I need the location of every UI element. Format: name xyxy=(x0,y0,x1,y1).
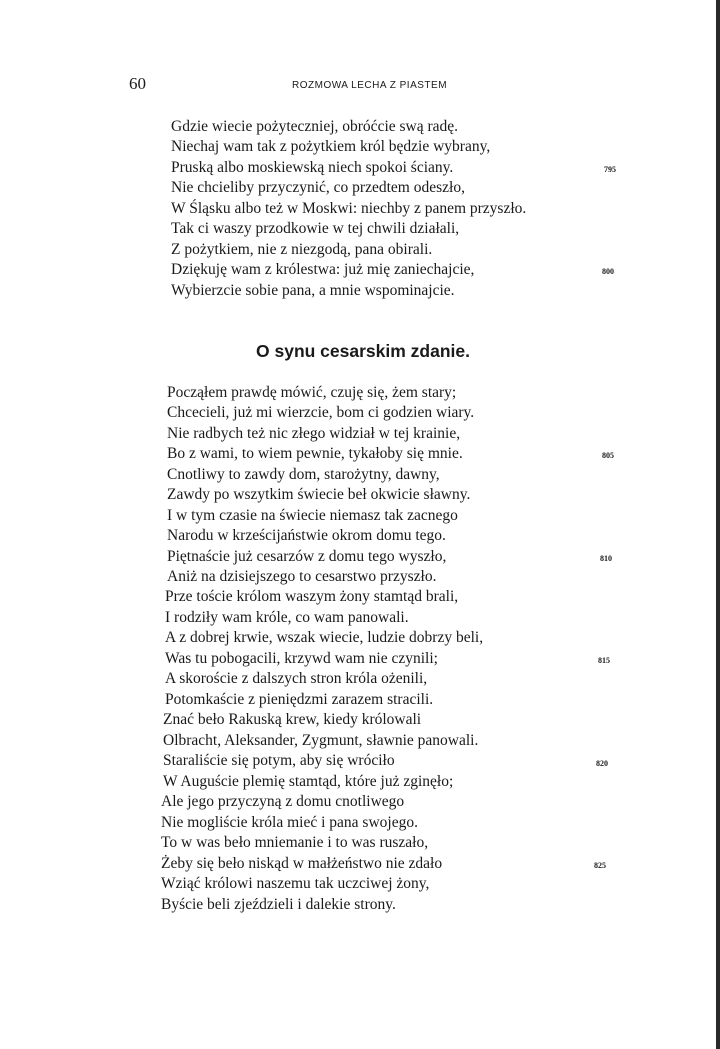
verse-line: Tak ci waszy przodkowie w tej chwili działali, xyxy=(171,220,460,237)
line-number: 825 xyxy=(594,861,606,870)
verse-line: Żeby się beło niskąd w małżeństwo nie zdało xyxy=(161,855,443,872)
verse-line: Ale jego przyczyną z domu cnotliwego xyxy=(161,793,405,810)
verse-line: Z pożytkiem, nie z niezgodą, pana obirali. xyxy=(171,241,433,258)
verse-line: Pruską albo moskiewską niech spokoi ściany. xyxy=(171,159,454,176)
verse-line: Niechaj wam tak z pożytkiem król będzie wybrany, xyxy=(171,138,491,155)
verse-line: Was tu pobogacili, krzywd wam nie czynili; xyxy=(165,650,438,667)
verse-line: Byście beli zjeździeli i dalekie strony. xyxy=(161,896,396,913)
verse-line: W Śląsku albo też w Moskwi: niechby z panem przyszło. xyxy=(171,200,527,217)
line-number: 810 xyxy=(600,554,612,563)
verse-line: Narodu w krześcijaństwie okrom domu tego. xyxy=(167,527,446,544)
verse-line: Potomkaście z pieniędzmi zarazem stracili. xyxy=(165,691,434,708)
verse-line: Nie mogliście króla mieć i pana swojego. xyxy=(161,814,418,831)
verse-line: Bo z wami, to wiem pewnie, tykałoby się mnie. xyxy=(167,445,463,462)
page-edge-shadow xyxy=(716,0,720,1049)
verse-line: Nie chcieliby przyczynić, co przedtem odeszło, xyxy=(171,179,465,196)
verse-line: A z dobrej krwie, wszak wiecie, ludzie dobrzy beli, xyxy=(165,629,484,646)
verse-line: Wybierzcie sobie pana, a mnie wspominajcie. xyxy=(171,282,455,299)
verse-line: Zawdy po wszytkim świecie beł okwicie sławny. xyxy=(167,486,471,503)
line-number: 805 xyxy=(602,451,614,460)
running-title: ROZMOWA LECHA Z PIASTEM xyxy=(292,80,448,91)
verse-line: Wziąć królowi naszemu tak uczciwej żony, xyxy=(161,875,430,892)
section-title: O synu cesarskim zdanie. xyxy=(256,341,470,361)
verse-line: Olbracht, Aleksander, Zygmunt, sławnie panowali. xyxy=(163,732,479,749)
verse-line: A skoroście z dalszych stron króla ożenili, xyxy=(165,670,428,687)
line-number: 800 xyxy=(602,267,614,276)
line-number: 820 xyxy=(596,759,608,768)
verse-line: To w was beło mniemanie i to was ruszało, xyxy=(161,834,429,851)
verse-line: Aniż na dzisiejszego to cesarstwo przyszło. xyxy=(167,568,437,585)
verse-line: W Auguście plemię stamtąd, które już zginęło; xyxy=(163,773,454,790)
verse-line: Nie radbych też nic złego widział w tej krainie, xyxy=(167,425,461,442)
verse-line: Chcecieli, już mi wierzcie, bom ci godzien wiary. xyxy=(167,404,475,421)
verse-line: Gdzie wiecie pożyteczniej, obróćcie swą radę. xyxy=(171,118,459,135)
verse-line: Znać beło Rakuską krew, kiedy królowali xyxy=(163,711,422,728)
line-number: 795 xyxy=(604,165,616,174)
verse-line: Staraliście się potym, aby się wróciło xyxy=(163,752,395,769)
verse-line: Dziękuję wam z królestwa: już mię zaniechajcie, xyxy=(171,261,475,278)
verse-line: Począłem prawdę mówić, czuję się, żem stary; xyxy=(167,384,457,401)
verse-line: Cnotliwy to zawdy dom, starożytny, dawny, xyxy=(167,466,440,483)
verse-line: Prze toście królom waszym żony stamtąd brali, xyxy=(165,588,459,605)
line-number: 815 xyxy=(598,656,610,665)
verse-line: I w tym czasie na świecie niemasz tak zacnego xyxy=(167,507,458,524)
page-number: 60 xyxy=(129,74,146,93)
verse-line: Piętnaście już cesarzów z domu tego wyszło, xyxy=(167,548,447,565)
verse-line: I rodziły wam króle, co wam panowali. xyxy=(165,609,409,626)
